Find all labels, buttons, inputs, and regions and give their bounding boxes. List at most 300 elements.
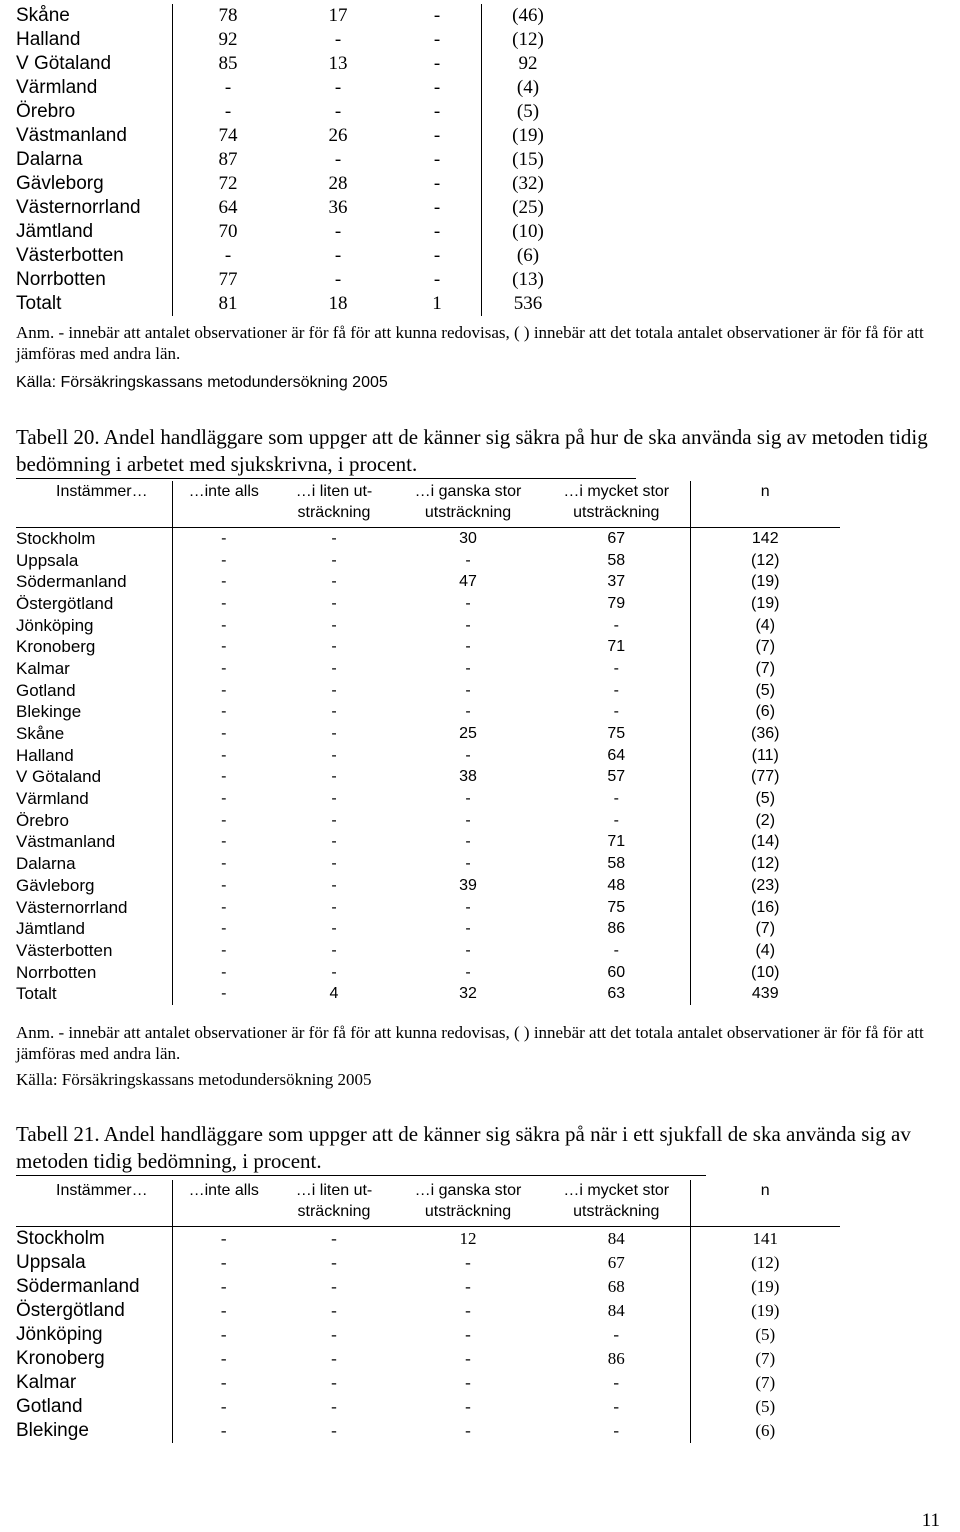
table-21 bbox=[16, 1180, 840, 1443]
cell-n: (10) bbox=[482, 220, 575, 244]
cell-n: (4) bbox=[482, 76, 575, 100]
caption-underline bbox=[16, 1175, 706, 1176]
column-header: Instämmer… bbox=[56, 1182, 148, 1199]
cell-value: (19) bbox=[690, 1299, 840, 1323]
table-row bbox=[16, 679, 840, 701]
cell-c1: 85 bbox=[173, 52, 284, 76]
cell-value: - bbox=[465, 746, 471, 764]
region-name: Dalarna bbox=[16, 149, 83, 170]
cell-value: 75 bbox=[607, 898, 626, 916]
cell-value: - bbox=[465, 551, 471, 569]
table-row bbox=[16, 527, 840, 549]
cell-value: - bbox=[465, 1420, 471, 1440]
cell-value: - bbox=[172, 549, 275, 571]
cell-c1: 72 bbox=[173, 172, 284, 196]
cell-n: (12) bbox=[482, 28, 575, 52]
cell-value: (19) bbox=[690, 593, 840, 615]
cell-value: - bbox=[172, 1275, 275, 1299]
cell-value: - bbox=[331, 573, 337, 591]
cell-value: - bbox=[331, 594, 337, 612]
cell-value: 58 bbox=[607, 855, 626, 873]
column-header: …i liten ut-sträckning bbox=[295, 1182, 373, 1220]
cell-value: 439 bbox=[690, 983, 840, 1005]
cell-c3: - bbox=[433, 245, 441, 266]
cell-c2: 26 bbox=[328, 125, 348, 146]
cell-value: - bbox=[465, 898, 471, 916]
cell-value: - bbox=[172, 896, 275, 918]
region-name: Blekinge bbox=[16, 702, 82, 722]
cell-value: (6) bbox=[690, 701, 840, 723]
table-row bbox=[16, 658, 840, 680]
cell-value: 39 bbox=[459, 876, 477, 894]
region-name: Totalt bbox=[16, 293, 62, 314]
cell-value: (4) bbox=[690, 940, 840, 962]
cell-value: - bbox=[465, 790, 471, 808]
cell-value: - bbox=[172, 1323, 275, 1347]
cell-value: 25 bbox=[459, 725, 477, 743]
cell-value: - bbox=[172, 983, 275, 1005]
region-name: Halland bbox=[16, 745, 74, 765]
table-row bbox=[16, 1419, 840, 1443]
table-row bbox=[16, 766, 840, 788]
cell-value: - bbox=[465, 616, 471, 634]
cell-value: 63 bbox=[607, 985, 626, 1003]
cell-value: - bbox=[331, 746, 337, 764]
cell-c3: 1 bbox=[432, 293, 442, 314]
cell-value: - bbox=[331, 963, 337, 981]
cell-value: 37 bbox=[607, 573, 626, 591]
table-row bbox=[16, 52, 574, 76]
cell-c1: - bbox=[173, 76, 284, 100]
cell-value: - bbox=[465, 594, 471, 612]
region-name: Kronoberg bbox=[16, 1347, 105, 1369]
cell-c2: 18 bbox=[328, 293, 348, 314]
cell-value: - bbox=[465, 681, 471, 699]
region-name: Jämtland bbox=[16, 221, 94, 242]
cell-value: - bbox=[172, 788, 275, 810]
table-20 bbox=[16, 481, 840, 1005]
table-row bbox=[16, 124, 574, 148]
cell-value: - bbox=[465, 811, 471, 829]
region-name: Dalarna bbox=[16, 854, 76, 874]
cell-value: - bbox=[172, 701, 275, 723]
cell-value: - bbox=[613, 703, 619, 721]
cell-value: - bbox=[331, 811, 337, 829]
cell-value: - bbox=[172, 1395, 275, 1419]
cell-value: - bbox=[331, 1348, 337, 1368]
cell-value: (7) bbox=[690, 1371, 840, 1395]
table-row bbox=[16, 636, 840, 658]
table-row bbox=[16, 614, 840, 636]
table-row bbox=[16, 549, 840, 571]
table-row bbox=[16, 809, 840, 831]
table-row bbox=[16, 940, 840, 962]
cell-value: - bbox=[465, 833, 471, 851]
cell-c1: 70 bbox=[173, 220, 284, 244]
column-header: …i ganska stor utsträckning bbox=[414, 483, 522, 521]
cell-value: - bbox=[331, 1276, 337, 1296]
cell-c1: 74 bbox=[173, 124, 284, 148]
region-name: Uppsala bbox=[16, 1251, 86, 1273]
cell-value: - bbox=[172, 571, 275, 593]
region-name: Blekinge bbox=[16, 1419, 89, 1441]
cell-n: (32) bbox=[482, 172, 575, 196]
table-row bbox=[16, 896, 840, 918]
region-name: Västerbotten bbox=[16, 940, 113, 960]
cell-c2: - bbox=[334, 221, 342, 242]
table-row bbox=[16, 918, 840, 940]
table-row bbox=[16, 268, 574, 292]
cell-value: 75 bbox=[607, 725, 626, 743]
table-20-body bbox=[16, 527, 840, 1005]
cell-value: - bbox=[172, 658, 275, 680]
cell-value: (5) bbox=[690, 1323, 840, 1347]
table-row bbox=[16, 571, 840, 593]
cell-value: - bbox=[172, 809, 275, 831]
cell-value: - bbox=[172, 679, 275, 701]
cell-c1: - bbox=[173, 244, 284, 268]
region-name: Gävleborg bbox=[16, 875, 95, 895]
source-text: Källa: Försäkringskassans metodundersökning 2005 bbox=[16, 374, 388, 391]
cell-value: - bbox=[613, 616, 619, 634]
cell-value: - bbox=[172, 940, 275, 962]
cell-value: - bbox=[613, 941, 619, 959]
column-header: …inte alls bbox=[172, 481, 275, 527]
cell-c2: 36 bbox=[328, 197, 348, 218]
cell-c2: 28 bbox=[328, 173, 348, 194]
cell-value: 30 bbox=[393, 527, 543, 549]
cell-c1: 78 bbox=[173, 4, 284, 28]
cell-value: - bbox=[465, 638, 471, 656]
region-name: Halland bbox=[16, 29, 81, 50]
cell-value: - bbox=[331, 1300, 337, 1320]
cell-value: - bbox=[172, 1419, 275, 1443]
cell-value: - bbox=[331, 876, 337, 894]
cell-c3: - bbox=[433, 173, 441, 194]
cell-value: - bbox=[331, 703, 337, 721]
table-row bbox=[16, 100, 574, 124]
cell-c3: - bbox=[433, 53, 441, 74]
cell-value: (7) bbox=[690, 918, 840, 940]
cell-value: - bbox=[331, 768, 337, 786]
cell-c3: - bbox=[433, 125, 441, 146]
table-row bbox=[16, 1299, 840, 1323]
region-name: Stockholm bbox=[16, 1226, 172, 1251]
cell-c2: 17 bbox=[328, 5, 348, 26]
cell-value: - bbox=[172, 636, 275, 658]
cell-value: 141 bbox=[690, 1226, 840, 1251]
table-row bbox=[16, 853, 840, 875]
region-name: Skåne bbox=[16, 5, 70, 26]
cell-c3: - bbox=[433, 149, 441, 170]
cell-value: - bbox=[331, 659, 337, 677]
cell-value: - bbox=[613, 681, 619, 699]
table-row bbox=[16, 831, 840, 853]
region-name: Kalmar bbox=[16, 658, 70, 678]
table-row bbox=[16, 983, 840, 1005]
region-name: Totalt bbox=[16, 984, 57, 1004]
cell-n: (46) bbox=[482, 4, 575, 28]
cell-value: - bbox=[172, 1299, 275, 1323]
table-1-note bbox=[16, 322, 960, 364]
cell-value: - bbox=[172, 961, 275, 983]
note-text: Anm. - innebär att antalet observationer är för få för att kunna redovisas, ( ) innebär att det totala antalet observationer är för få för att jämföras med andra län. bbox=[16, 323, 924, 363]
cell-value: (11) bbox=[690, 744, 840, 766]
table-row bbox=[16, 1371, 840, 1395]
table-row bbox=[16, 701, 840, 723]
cell-value: 60 bbox=[607, 963, 626, 981]
cell-value: - bbox=[465, 1348, 471, 1368]
cell-n: (13) bbox=[482, 268, 575, 292]
cell-c2: - bbox=[334, 245, 342, 266]
source-text: Källa: Försäkringskassans metodundersökning 2005 bbox=[16, 1070, 372, 1089]
cell-value: - bbox=[465, 1300, 471, 1320]
cell-value: (12) bbox=[690, 1251, 840, 1275]
cell-value: - bbox=[465, 659, 471, 677]
cell-value: - bbox=[172, 766, 275, 788]
cell-value: (16) bbox=[690, 896, 840, 918]
cell-value: - bbox=[331, 638, 337, 656]
table-row bbox=[16, 148, 574, 172]
region-name: Södermanland bbox=[16, 1275, 140, 1297]
cell-value: 86 bbox=[607, 920, 626, 938]
caption-text: Tabell 20. Andel handläggare som uppger att de känner sig säkra på hur de ska använda sig av metoden tidig bedömning i arbetet med sjukskrivna, i procent. bbox=[16, 425, 928, 476]
cell-value: (5) bbox=[690, 788, 840, 810]
page-number: 11 bbox=[921, 1510, 940, 1531]
cell-value: - bbox=[331, 833, 337, 851]
cell-value: - bbox=[172, 1251, 275, 1275]
cell-value: (12) bbox=[690, 549, 840, 571]
region-name: Norrbotten bbox=[16, 269, 106, 290]
cell-value: 67 bbox=[607, 1252, 625, 1272]
cell-c2: - bbox=[334, 101, 342, 122]
cell-value: 32 bbox=[459, 985, 477, 1003]
table-row bbox=[16, 875, 840, 897]
cell-value: - bbox=[331, 616, 337, 634]
cell-n: 536 bbox=[482, 292, 575, 316]
cell-value: 12 bbox=[393, 1226, 543, 1251]
cell-value: - bbox=[465, 1396, 471, 1416]
table-row bbox=[16, 1251, 840, 1275]
cell-n: 92 bbox=[482, 52, 575, 76]
cell-value: 84 bbox=[543, 1226, 690, 1251]
cell-value: 64 bbox=[607, 746, 626, 764]
cell-c1: 77 bbox=[173, 268, 284, 292]
cell-c3: - bbox=[433, 77, 441, 98]
cell-c3: - bbox=[433, 269, 441, 290]
table-row bbox=[16, 172, 574, 196]
table-row bbox=[16, 292, 574, 316]
table-row bbox=[16, 76, 574, 100]
column-header: …i liten ut-sträckning bbox=[295, 483, 373, 521]
cell-value: 38 bbox=[459, 768, 477, 786]
cell-value: 57 bbox=[607, 768, 626, 786]
cell-value: (12) bbox=[690, 853, 840, 875]
table-21-caption bbox=[16, 1121, 960, 1175]
table-row bbox=[16, 593, 840, 615]
cell-value: - bbox=[613, 659, 619, 677]
cell-value: - bbox=[465, 963, 471, 981]
table-21-header bbox=[16, 1180, 840, 1226]
region-name: Kalmar bbox=[16, 1371, 77, 1393]
cell-value: (6) bbox=[690, 1419, 840, 1443]
cell-c2: - bbox=[334, 269, 342, 290]
cell-value: 71 bbox=[607, 638, 626, 656]
cell-c3: - bbox=[433, 101, 441, 122]
cell-value: - bbox=[172, 918, 275, 940]
column-header: n bbox=[690, 481, 840, 527]
region-name: Jämtland bbox=[16, 919, 85, 939]
cell-value: - bbox=[172, 744, 275, 766]
region-name: Västernorrland bbox=[16, 897, 128, 917]
cell-value: (19) bbox=[690, 1275, 840, 1299]
cell-n: (19) bbox=[482, 124, 575, 148]
cell-value: - bbox=[331, 1252, 337, 1272]
cell-value: - bbox=[465, 855, 471, 873]
cell-n: (6) bbox=[482, 244, 575, 268]
cell-value: - bbox=[172, 614, 275, 636]
cell-value: (14) bbox=[690, 831, 840, 853]
table-20-header bbox=[16, 481, 840, 527]
cell-value: - bbox=[331, 790, 337, 808]
cell-value: - bbox=[172, 1347, 275, 1371]
cell-value: (7) bbox=[690, 658, 840, 680]
cell-value: (5) bbox=[690, 679, 840, 701]
column-header: Instämmer… bbox=[56, 483, 148, 500]
cell-value: 48 bbox=[607, 876, 626, 894]
region-name: Jönköping bbox=[16, 1323, 103, 1345]
caption-underline bbox=[16, 478, 636, 479]
cell-c1: - bbox=[173, 100, 284, 124]
cell-c2: - bbox=[334, 77, 342, 98]
cell-value: - bbox=[613, 1420, 620, 1440]
cell-value: (23) bbox=[690, 875, 840, 897]
region-name: Gävleborg bbox=[16, 173, 104, 194]
cell-value: - bbox=[613, 811, 619, 829]
cell-value: - bbox=[613, 1372, 620, 1392]
table-row bbox=[16, 788, 840, 810]
cell-value: - bbox=[465, 1324, 471, 1344]
cell-value: - bbox=[331, 1372, 337, 1392]
cell-value: (4) bbox=[690, 614, 840, 636]
region-name: Örebro bbox=[16, 810, 69, 830]
cell-c2: 13 bbox=[328, 53, 348, 74]
cell-c1: 64 bbox=[173, 196, 284, 220]
cell-value: 47 bbox=[459, 573, 477, 591]
cell-value: (7) bbox=[690, 636, 840, 658]
region-name: Östergötland bbox=[16, 593, 114, 613]
cell-value: - bbox=[613, 1324, 620, 1344]
cell-value: - bbox=[172, 1226, 275, 1251]
region-name: Östergötland bbox=[16, 1299, 125, 1321]
cell-value: - bbox=[331, 1396, 337, 1416]
cell-c3: - bbox=[433, 29, 441, 50]
cell-value: - bbox=[613, 1396, 620, 1416]
cell-value: 71 bbox=[607, 833, 626, 851]
region-name: Västerbotten bbox=[16, 245, 124, 266]
note-text: Anm. - innebär att antalet observationer är för få för att kunna redovisas, ( ) innebär att det totala antalet observationer är för få för att jämföras med andra län. bbox=[16, 1023, 924, 1063]
cell-value: - bbox=[172, 831, 275, 853]
cell-value: - bbox=[331, 898, 337, 916]
cell-value: - bbox=[331, 551, 337, 569]
region-name: Västmanland bbox=[16, 125, 127, 146]
cell-value: - bbox=[172, 527, 275, 549]
table-row bbox=[16, 744, 840, 766]
region-name: Örebro bbox=[16, 101, 76, 122]
table-20-source bbox=[16, 1069, 960, 1090]
region-name: Västmanland bbox=[16, 832, 116, 852]
cell-value: - bbox=[465, 941, 471, 959]
cell-value: (2) bbox=[690, 809, 840, 831]
table-row bbox=[16, 1323, 840, 1347]
cell-value: (10) bbox=[690, 961, 840, 983]
region-name: Västernorrland bbox=[16, 197, 141, 218]
cell-c2: - bbox=[334, 149, 342, 170]
table-row bbox=[16, 961, 840, 983]
table-row bbox=[16, 1347, 840, 1371]
cell-value: 84 bbox=[607, 1300, 625, 1320]
cell-value: - bbox=[172, 1371, 275, 1395]
region-name: Stockholm bbox=[16, 527, 172, 549]
cell-value: - bbox=[331, 920, 337, 938]
cell-value: 58 bbox=[607, 551, 626, 569]
cell-value: 4 bbox=[329, 985, 339, 1003]
cell-n: (15) bbox=[482, 148, 575, 172]
cell-c3: - bbox=[433, 5, 441, 26]
cell-value: - bbox=[331, 855, 337, 873]
region-name: Värmland bbox=[16, 789, 89, 809]
cell-c3: - bbox=[433, 197, 441, 218]
table-20-caption bbox=[16, 424, 960, 478]
table-row bbox=[16, 4, 574, 28]
cell-c1: 87 bbox=[173, 148, 284, 172]
cell-c2: - bbox=[334, 29, 342, 50]
region-name: Jönköping bbox=[16, 615, 94, 635]
region-name: Norrbotten bbox=[16, 962, 97, 982]
cell-value: 86 bbox=[607, 1348, 625, 1368]
cell-value: - bbox=[465, 1252, 471, 1272]
table-1-source bbox=[16, 372, 960, 393]
cell-value: (36) bbox=[690, 723, 840, 745]
cell-value: 67 bbox=[543, 527, 690, 549]
cell-value: - bbox=[275, 1226, 393, 1251]
region-name: Gotland bbox=[16, 680, 76, 700]
cell-value: - bbox=[331, 725, 337, 743]
region-name: Uppsala bbox=[16, 550, 79, 570]
cell-c1: 92 bbox=[173, 28, 284, 52]
table-row bbox=[16, 28, 574, 52]
region-name: Gotland bbox=[16, 1395, 83, 1417]
region-name: Skåne bbox=[16, 724, 65, 744]
table-row bbox=[16, 196, 574, 220]
cell-value: (19) bbox=[690, 571, 840, 593]
caption-text: Tabell 21. Andel handläggare som uppger att de känner sig säkra på när i ett sjukfall de ska använda sig av metoden tidig bedömning, i procent. bbox=[16, 1122, 911, 1173]
cell-value: - bbox=[613, 790, 619, 808]
table-row bbox=[16, 1395, 840, 1419]
column-header: …i mycket stor utsträckning bbox=[563, 1182, 670, 1220]
table-20-note bbox=[16, 1022, 960, 1064]
cell-value: 142 bbox=[690, 527, 840, 549]
region-name: Kronoberg bbox=[16, 637, 96, 657]
cell-value: - bbox=[331, 1324, 337, 1344]
column-header: …i ganska stor utsträckning bbox=[414, 1182, 522, 1220]
table-21-body bbox=[16, 1226, 840, 1443]
cell-value: - bbox=[172, 875, 275, 897]
table-1-body bbox=[16, 4, 574, 316]
region-name: V Götaland bbox=[16, 767, 102, 787]
cell-value: - bbox=[465, 1372, 471, 1392]
cell-value: - bbox=[331, 941, 337, 959]
